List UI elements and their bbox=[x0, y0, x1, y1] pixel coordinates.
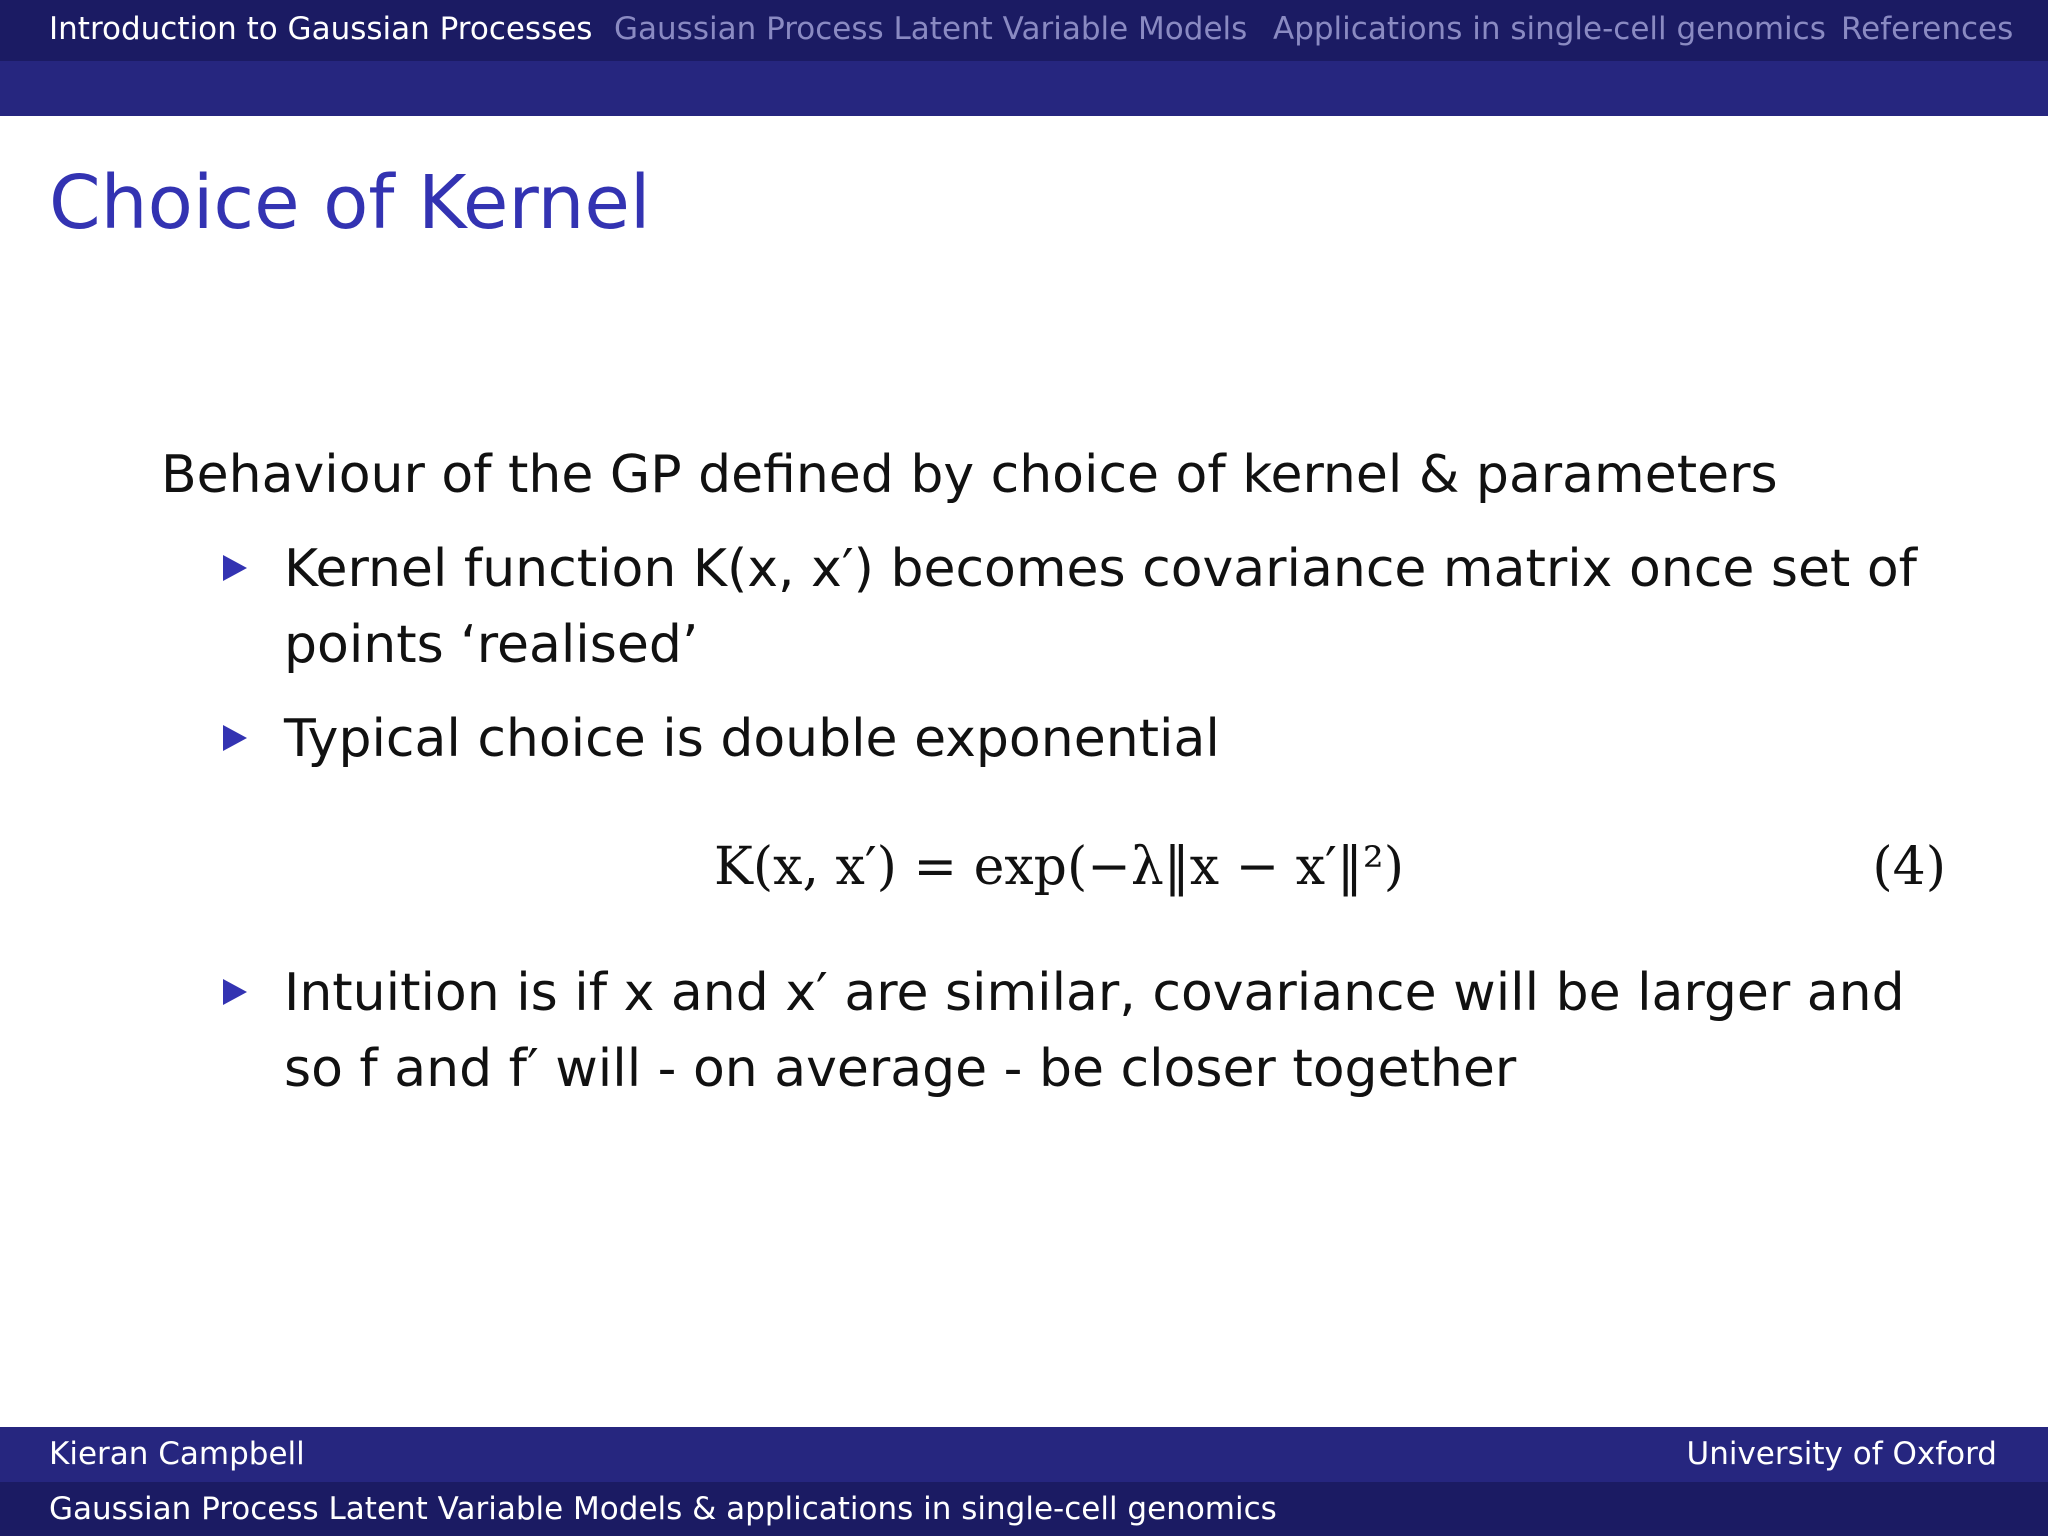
bullet-text: Intuition is if x and x′ are similar, covariance will be larger and so f and f′ will - on average - be closer together bbox=[284, 963, 1905, 1099]
nav-section-gplvm[interactable]: Gaussian Process Latent Variable Models bbox=[614, 11, 1248, 47]
section-nav-bar bbox=[0, 0, 2048, 61]
footer-institution: University of Oxford bbox=[1686, 1436, 1997, 1472]
kernel-equation: K(x, x′) = exp(−λ‖x − x′‖²) bbox=[714, 837, 1404, 897]
equation-number: (4) bbox=[1872, 837, 1946, 897]
bullet-item bbox=[161, 531, 1921, 683]
bullet-item bbox=[161, 701, 1921, 777]
nav-section-references[interactable]: References bbox=[1841, 11, 2014, 47]
footer-author: Kieran Campbell bbox=[49, 1436, 305, 1472]
bullet-item bbox=[161, 955, 1921, 1107]
bullet-triangle-icon bbox=[223, 555, 247, 581]
equation-row bbox=[161, 829, 1946, 905]
bullet-list bbox=[161, 531, 1921, 777]
bullet-list bbox=[161, 955, 1921, 1107]
intro-text: Behaviour of the GP defined by choice of kernel & parameters bbox=[161, 445, 1778, 505]
bullet-triangle-icon bbox=[223, 979, 247, 1005]
bullet-text: Typical choice is double exponential bbox=[284, 709, 1220, 769]
footer-author-bar bbox=[0, 1427, 2048, 1482]
footer-talk-title: Gaussian Process Latent Variable Models & applications in single-cell genomics bbox=[49, 1491, 1277, 1527]
slide-body bbox=[161, 437, 1946, 1107]
subsection-band bbox=[0, 61, 2048, 116]
nav-section-intro-gp[interactable]: Introduction to Gaussian Processes bbox=[49, 11, 593, 47]
bullet-text: Kernel function K(x, x′) becomes covariance matrix once set of points ‘realised’ bbox=[284, 539, 1917, 675]
slide-title: Choice of Kernel bbox=[49, 160, 651, 246]
nav-section-applications[interactable]: Applications in single-cell genomics bbox=[1273, 11, 1826, 47]
bullet-triangle-icon bbox=[223, 725, 247, 751]
footer-title-bar bbox=[0, 1482, 2048, 1536]
